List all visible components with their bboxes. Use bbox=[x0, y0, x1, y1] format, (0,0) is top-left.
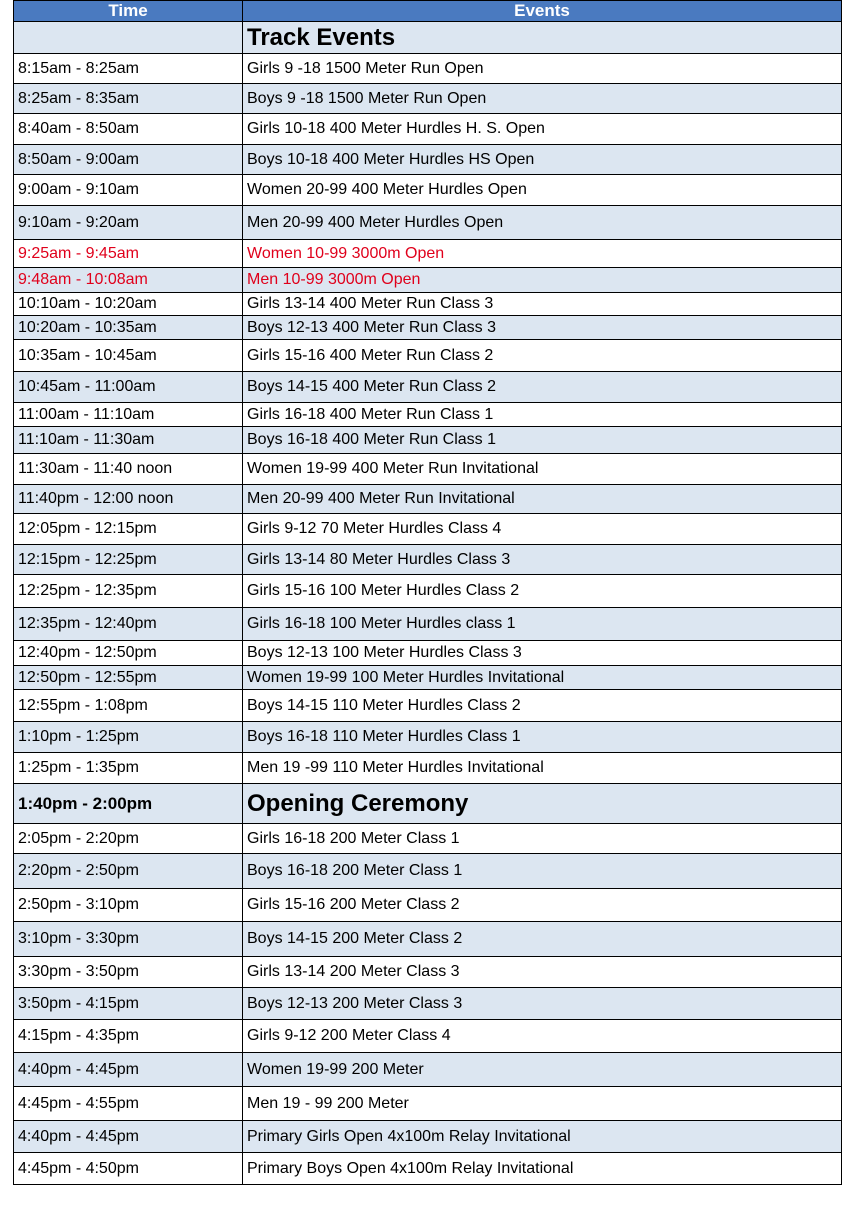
time-cell: 9:10am - 9:20am bbox=[14, 206, 243, 240]
table-row bbox=[14, 240, 842, 268]
table-row bbox=[14, 175, 842, 206]
table-row bbox=[14, 722, 842, 753]
table-row bbox=[14, 608, 842, 641]
event-cell: Girls 9 -18 1500 Meter Run Open bbox=[243, 54, 842, 84]
event-cell: Men 19 -99 110 Meter Hurdles Invitational bbox=[243, 753, 842, 784]
event-cell: Women 20-99 400 Meter Hurdles Open bbox=[243, 175, 842, 206]
table-row bbox=[14, 988, 842, 1020]
event-cell: Boys 9 -18 1500 Meter Run Open bbox=[243, 84, 842, 114]
time-cell: 12:40pm - 12:50pm bbox=[14, 641, 243, 666]
event-cell: Women 10-99 3000m Open bbox=[243, 240, 842, 268]
schedule-table bbox=[13, 0, 842, 1185]
time-column-header: Time bbox=[14, 1, 243, 22]
table-row bbox=[14, 84, 842, 114]
event-cell: Girls 13-14 200 Meter Class 3 bbox=[243, 957, 842, 988]
time-cell: 10:45am - 11:00am bbox=[14, 372, 243, 403]
event-cell: Primary Boys Open 4x100m Relay Invitational bbox=[243, 1153, 842, 1185]
table-row bbox=[14, 957, 842, 988]
table-row bbox=[14, 454, 842, 485]
time-cell: 4:40pm - 4:45pm bbox=[14, 1121, 243, 1153]
header-row bbox=[14, 1, 842, 22]
schedule-rows bbox=[14, 22, 842, 1185]
time-cell: 11:00am - 11:10am bbox=[14, 403, 243, 427]
event-cell: Women 19-99 400 Meter Run Invitational bbox=[243, 454, 842, 485]
event-cell: Girls 9-12 70 Meter Hurdles Class 4 bbox=[243, 514, 842, 545]
event-cell: Women 19-99 100 Meter Hurdles Invitational bbox=[243, 666, 842, 690]
table-row bbox=[14, 666, 842, 690]
table-row bbox=[14, 1020, 842, 1053]
section-title: Track Events bbox=[243, 22, 842, 54]
time-cell: 11:40pm - 12:00 noon bbox=[14, 485, 243, 514]
table-row bbox=[14, 1053, 842, 1087]
time-cell: 9:48am - 10:08am bbox=[14, 268, 243, 293]
time-cell: 1:10pm - 1:25pm bbox=[14, 722, 243, 753]
event-cell: Boys 12-13 400 Meter Run Class 3 bbox=[243, 316, 842, 340]
table-row bbox=[14, 1153, 842, 1185]
table-row bbox=[14, 293, 842, 316]
event-cell: Men 20-99 400 Meter Run Invitational bbox=[243, 485, 842, 514]
time-cell bbox=[14, 22, 243, 54]
time-cell: 12:50pm - 12:55pm bbox=[14, 666, 243, 690]
event-cell: Boys 16-18 200 Meter Class 1 bbox=[243, 854, 842, 889]
time-cell: 12:35pm - 12:40pm bbox=[14, 608, 243, 641]
event-cell: Boys 10-18 400 Meter Hurdles HS Open bbox=[243, 145, 842, 175]
events-column-header: Events bbox=[243, 1, 842, 22]
table-row bbox=[14, 854, 842, 889]
time-cell: 11:30am - 11:40 noon bbox=[14, 454, 243, 485]
section-row bbox=[14, 22, 842, 54]
table-row bbox=[14, 145, 842, 175]
table-row bbox=[14, 690, 842, 722]
event-cell: Men 10-99 3000m Open bbox=[243, 268, 842, 293]
event-cell: Women 19-99 200 Meter bbox=[243, 1053, 842, 1087]
event-cell: Boys 14-15 400 Meter Run Class 2 bbox=[243, 372, 842, 403]
table-row bbox=[14, 206, 842, 240]
section-row bbox=[14, 784, 842, 824]
event-cell: Girls 16-18 400 Meter Run Class 1 bbox=[243, 403, 842, 427]
time-cell: 10:35am - 10:45am bbox=[14, 340, 243, 372]
event-cell: Boys 12-13 100 Meter Hurdles Class 3 bbox=[243, 641, 842, 666]
event-cell: Boys 14-15 110 Meter Hurdles Class 2 bbox=[243, 690, 842, 722]
event-cell: Men 20-99 400 Meter Hurdles Open bbox=[243, 206, 842, 240]
time-cell: 2:05pm - 2:20pm bbox=[14, 824, 243, 854]
time-cell: 1:25pm - 1:35pm bbox=[14, 753, 243, 784]
event-cell: Primary Girls Open 4x100m Relay Invitational bbox=[243, 1121, 842, 1153]
event-cell: Girls 15-16 200 Meter Class 2 bbox=[243, 889, 842, 922]
time-cell: 4:40pm - 4:45pm bbox=[14, 1053, 243, 1087]
event-cell: Girls 9-12 200 Meter Class 4 bbox=[243, 1020, 842, 1053]
time-cell: 4:45pm - 4:50pm bbox=[14, 1153, 243, 1185]
event-cell: Girls 10-18 400 Meter Hurdles H. S. Open bbox=[243, 114, 842, 145]
table-row bbox=[14, 641, 842, 666]
time-cell: 12:05pm - 12:15pm bbox=[14, 514, 243, 545]
table-row bbox=[14, 485, 842, 514]
table-row bbox=[14, 824, 842, 854]
event-cell: Girls 13-14 80 Meter Hurdles Class 3 bbox=[243, 545, 842, 575]
table-row bbox=[14, 545, 842, 575]
event-cell: Girls 15-16 100 Meter Hurdles Class 2 bbox=[243, 575, 842, 608]
event-cell: Boys 16-18 110 Meter Hurdles Class 1 bbox=[243, 722, 842, 753]
time-cell: 11:10am - 11:30am bbox=[14, 427, 243, 454]
table-row bbox=[14, 372, 842, 403]
table-row bbox=[14, 340, 842, 372]
table-row bbox=[14, 922, 842, 957]
table-row bbox=[14, 514, 842, 545]
time-cell: 10:20am - 10:35am bbox=[14, 316, 243, 340]
table-row bbox=[14, 1121, 842, 1153]
time-cell: 12:55pm - 1:08pm bbox=[14, 690, 243, 722]
table-row bbox=[14, 114, 842, 145]
time-cell: 9:00am - 9:10am bbox=[14, 175, 243, 206]
time-cell: 4:15pm - 4:35pm bbox=[14, 1020, 243, 1053]
time-cell: 9:25am - 9:45am bbox=[14, 240, 243, 268]
time-cell: 12:15pm - 12:25pm bbox=[14, 545, 243, 575]
time-cell: 3:50pm - 4:15pm bbox=[14, 988, 243, 1020]
time-cell: 3:10pm - 3:30pm bbox=[14, 922, 243, 957]
event-cell: Girls 15-16 400 Meter Run Class 2 bbox=[243, 340, 842, 372]
table-row bbox=[14, 575, 842, 608]
event-cell: Girls 13-14 400 Meter Run Class 3 bbox=[243, 293, 842, 316]
table-row bbox=[14, 54, 842, 84]
time-cell: 12:25pm - 12:35pm bbox=[14, 575, 243, 608]
table-row bbox=[14, 889, 842, 922]
event-cell: Men 19 - 99 200 Meter bbox=[243, 1087, 842, 1121]
time-cell: 2:20pm - 2:50pm bbox=[14, 854, 243, 889]
event-cell: Boys 14-15 200 Meter Class 2 bbox=[243, 922, 842, 957]
table-row bbox=[14, 1087, 842, 1121]
time-cell: 8:25am - 8:35am bbox=[14, 84, 243, 114]
table-row bbox=[14, 268, 842, 293]
section-title: Opening Ceremony bbox=[243, 784, 842, 824]
table-row bbox=[14, 316, 842, 340]
event-cell: Boys 16-18 400 Meter Run Class 1 bbox=[243, 427, 842, 454]
event-cell: Girls 16-18 200 Meter Class 1 bbox=[243, 824, 842, 854]
table-row bbox=[14, 427, 842, 454]
time-cell: 8:15am - 8:25am bbox=[14, 54, 243, 84]
table-row bbox=[14, 753, 842, 784]
time-cell: 1:40pm - 2:00pm bbox=[14, 784, 243, 824]
time-cell: 8:50am - 9:00am bbox=[14, 145, 243, 175]
time-cell: 10:10am - 10:20am bbox=[14, 293, 243, 316]
event-cell: Boys 12-13 200 Meter Class 3 bbox=[243, 988, 842, 1020]
time-cell: 4:45pm - 4:55pm bbox=[14, 1087, 243, 1121]
time-cell: 3:30pm - 3:50pm bbox=[14, 957, 243, 988]
time-cell: 2:50pm - 3:10pm bbox=[14, 889, 243, 922]
event-cell: Girls 16-18 100 Meter Hurdles class 1 bbox=[243, 608, 842, 641]
time-cell: 8:40am - 8:50am bbox=[14, 114, 243, 145]
table-row bbox=[14, 403, 842, 427]
